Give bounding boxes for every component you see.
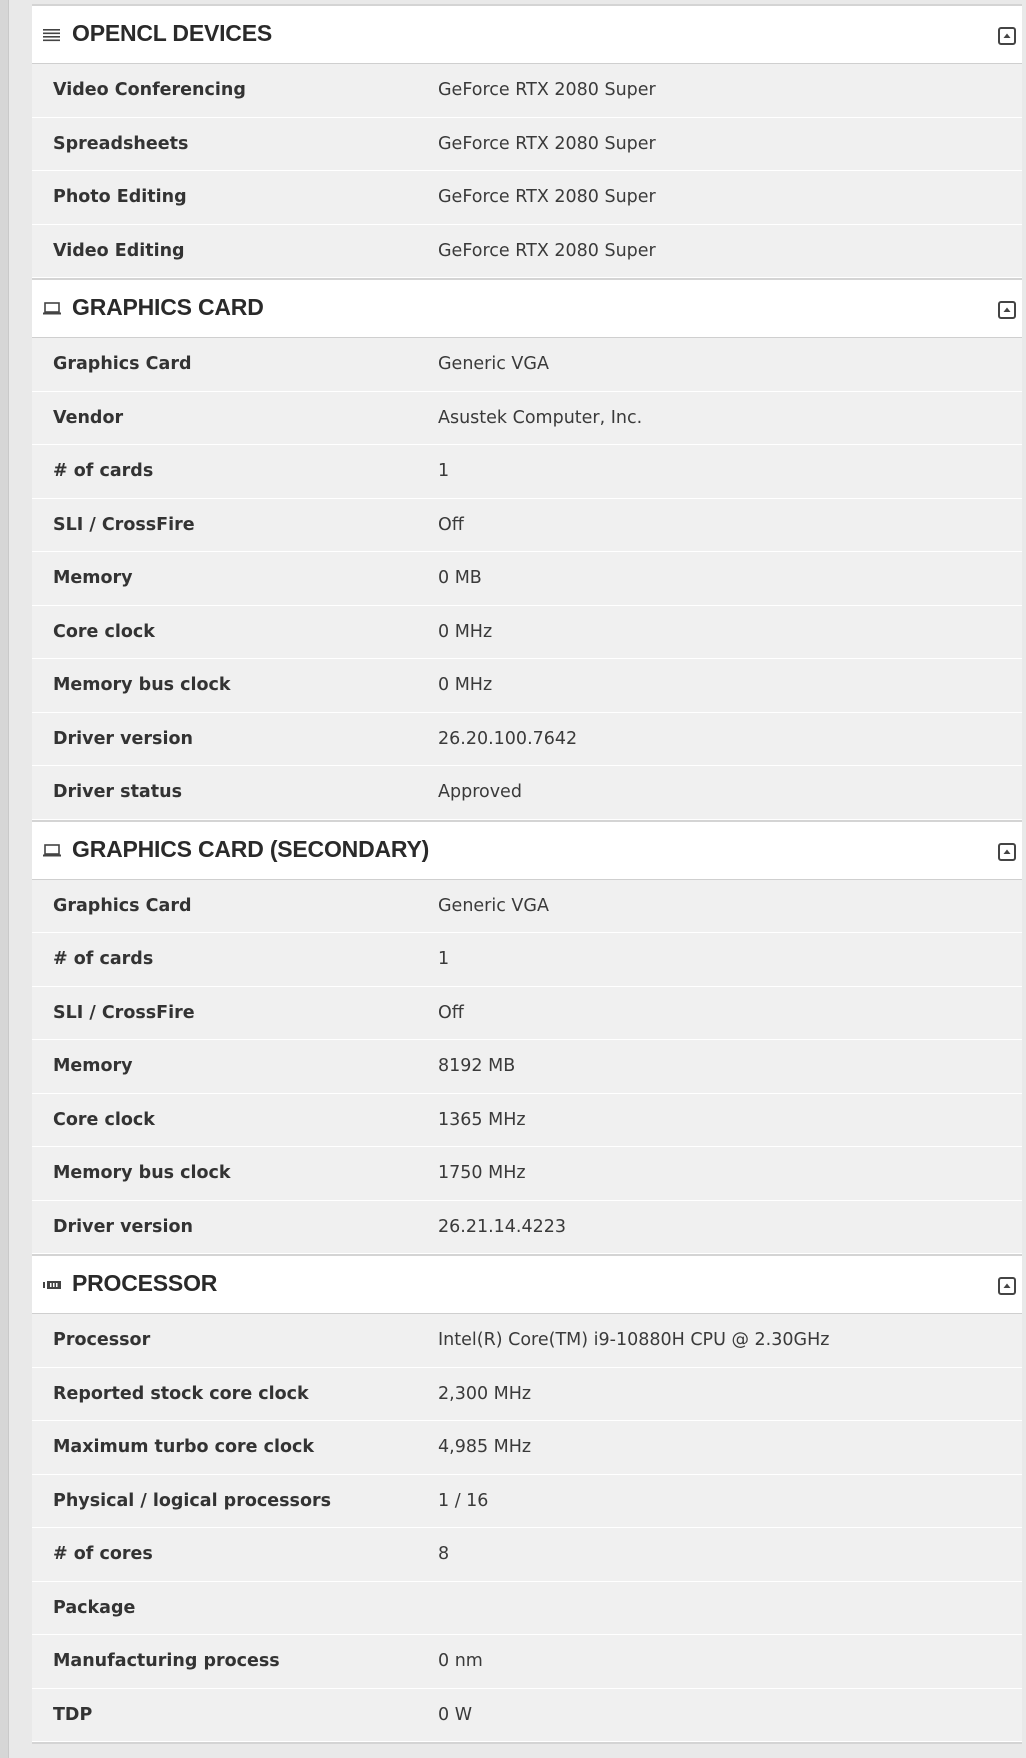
spec-label: Memory bbox=[53, 568, 133, 588]
spec-value: 0 MB bbox=[438, 568, 482, 588]
chevron-up-icon bbox=[1000, 845, 1014, 859]
spec-label: # of cards bbox=[53, 949, 154, 969]
spec-value: 4,985 MHz bbox=[438, 1437, 532, 1457]
section-title: GRAPHICS CARD bbox=[72, 294, 264, 320]
spec-row bbox=[32, 659, 1022, 713]
section-header-processor bbox=[32, 1254, 1022, 1314]
spec-label: Graphics Card bbox=[53, 354, 192, 374]
spec-value: Intel(R) Core(TM) i9-10880H CPU @ 2.30GHz bbox=[438, 1330, 830, 1350]
spec-label: SLI / CrossFire bbox=[53, 1002, 195, 1023]
divider bbox=[32, 1742, 1022, 1744]
spec-label: Physical / logical processors bbox=[53, 1490, 332, 1511]
spec-label: Memory bus clock bbox=[53, 675, 231, 695]
spec-row bbox=[32, 338, 1022, 392]
spec-label: TDP bbox=[53, 1704, 93, 1725]
spec-value: Generic VGA bbox=[438, 354, 549, 374]
spec-row bbox=[32, 1689, 1022, 1743]
spec-label: Maximum turbo core clock bbox=[53, 1437, 315, 1457]
spec-row bbox=[32, 1314, 1022, 1368]
spec-row bbox=[32, 766, 1022, 820]
section-title: OPENCL DEVICES bbox=[72, 20, 272, 46]
spec-row bbox=[32, 933, 1022, 987]
spec-label: # of cards bbox=[53, 461, 154, 481]
spec-row bbox=[32, 606, 1022, 660]
spec-label: SLI / CrossFire bbox=[53, 514, 195, 535]
spec-row bbox=[32, 1201, 1022, 1255]
spec-label: Memory bus clock bbox=[53, 1163, 231, 1183]
section-header-graphics-card bbox=[32, 278, 1022, 338]
spec-label: Photo Editing bbox=[53, 187, 187, 207]
spec-row bbox=[32, 1421, 1022, 1475]
spec-label: # of cores bbox=[53, 1544, 153, 1564]
spec-value: 1750 MHz bbox=[438, 1163, 526, 1183]
spec-value: 1 bbox=[438, 461, 450, 481]
spec-label: Vendor bbox=[53, 407, 124, 428]
section-header-opencl bbox=[32, 4, 1022, 64]
laptop-icon bbox=[42, 842, 62, 858]
spec-label: Memory bbox=[53, 1056, 133, 1076]
spec-label: Driver version bbox=[53, 1216, 193, 1237]
spec-value: 8192 MB bbox=[438, 1056, 516, 1076]
specs-panel bbox=[32, 4, 1022, 1744]
spec-value: GeForce RTX 2080 Super bbox=[438, 133, 656, 154]
spec-value: 1 / 16 bbox=[438, 1490, 489, 1511]
spec-label: Core clock bbox=[53, 621, 155, 642]
spec-label: Spreadsheets bbox=[53, 133, 189, 154]
section-header-graphics-card-secondary bbox=[32, 820, 1022, 880]
spec-label: Core clock bbox=[53, 1109, 155, 1130]
spec-label: Driver status bbox=[53, 782, 182, 802]
processor-icon bbox=[42, 1276, 62, 1292]
chevron-up-icon bbox=[1000, 1279, 1014, 1293]
spec-value: GeForce RTX 2080 Super bbox=[438, 187, 656, 207]
chevron-up-icon bbox=[1000, 29, 1014, 43]
spec-value: 26.21.14.4223 bbox=[438, 1216, 567, 1237]
spec-label: Manufacturing process bbox=[53, 1651, 280, 1671]
collapse-section-button[interactable] bbox=[998, 27, 1016, 45]
spec-value: Off bbox=[438, 1002, 464, 1023]
spec-label: Driver version bbox=[53, 728, 193, 749]
section-title: GRAPHICS CARD (SECONDARY) bbox=[72, 835, 430, 862]
spec-value: GeForce RTX 2080 Super bbox=[438, 240, 656, 261]
spec-value: 0 MHz bbox=[438, 675, 493, 695]
spec-value: Generic VGA bbox=[438, 895, 549, 916]
spec-value: 2,300 MHz bbox=[438, 1383, 532, 1404]
spec-value: 8 bbox=[438, 1544, 450, 1564]
spec-label: Package bbox=[53, 1597, 136, 1618]
spec-row bbox=[32, 1040, 1022, 1094]
spec-row bbox=[32, 1368, 1022, 1422]
spec-value: 0 MHz bbox=[438, 621, 493, 642]
spec-row bbox=[32, 445, 1022, 499]
collapse-section-button[interactable] bbox=[998, 843, 1016, 861]
spec-row bbox=[32, 118, 1022, 172]
spec-row bbox=[32, 880, 1022, 934]
spec-row bbox=[32, 225, 1022, 279]
spec-value: 1 bbox=[438, 949, 450, 969]
chevron-up-icon bbox=[1000, 303, 1014, 317]
spec-label: Video Editing bbox=[53, 240, 185, 261]
spec-label: Reported stock core clock bbox=[53, 1383, 309, 1404]
spec-row bbox=[32, 1582, 1022, 1636]
spec-row bbox=[32, 987, 1022, 1041]
spec-row bbox=[32, 499, 1022, 553]
laptop-icon bbox=[42, 300, 62, 316]
spec-row bbox=[32, 392, 1022, 446]
left-rail bbox=[0, 0, 9, 1758]
spec-row bbox=[32, 1147, 1022, 1201]
spec-value: 1365 MHz bbox=[438, 1109, 526, 1130]
spec-label: Video Conferencing bbox=[53, 80, 246, 100]
list-icon bbox=[42, 26, 62, 42]
spec-row bbox=[32, 171, 1022, 225]
collapse-section-button[interactable] bbox=[998, 1277, 1016, 1295]
spec-value: GeForce RTX 2080 Super bbox=[438, 80, 656, 100]
spec-value: Asustek Computer, Inc. bbox=[438, 407, 643, 428]
spec-value: Off bbox=[438, 514, 464, 535]
spec-row bbox=[32, 713, 1022, 767]
spec-row bbox=[32, 1094, 1022, 1148]
spec-value: 0 nm bbox=[438, 1651, 483, 1671]
spec-row bbox=[32, 64, 1022, 118]
section-title: PROCESSOR bbox=[72, 1270, 218, 1296]
collapse-section-button[interactable] bbox=[998, 301, 1016, 319]
spec-row bbox=[32, 1635, 1022, 1689]
spec-label: Graphics Card bbox=[53, 895, 192, 916]
spec-row bbox=[32, 1528, 1022, 1582]
spec-value: 26.20.100.7642 bbox=[438, 728, 578, 749]
spec-row bbox=[32, 552, 1022, 606]
spec-value: Approved bbox=[438, 782, 522, 802]
spec-value: 0 W bbox=[438, 1704, 473, 1725]
spec-row bbox=[32, 1475, 1022, 1529]
spec-label: Processor bbox=[53, 1330, 151, 1350]
